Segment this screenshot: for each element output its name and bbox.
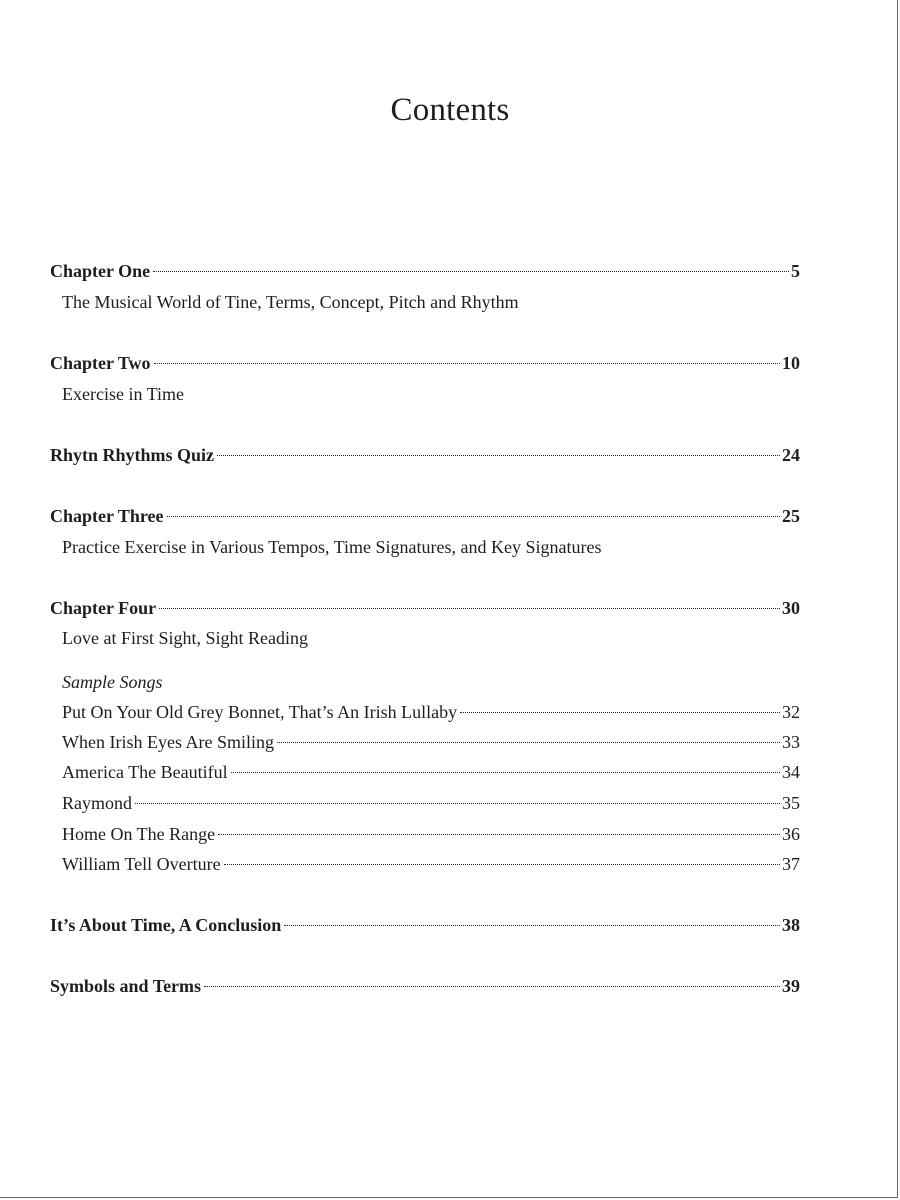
dot-leader (154, 363, 780, 364)
toc-song-entry[interactable] (62, 821, 800, 847)
toc-entry-label: Symbols and Terms (50, 976, 202, 996)
toc-entry-label: William Tell Overture (62, 854, 221, 874)
toc-entry-label: Home On The Range (62, 824, 216, 844)
dot-leader (217, 455, 780, 456)
dot-leader (153, 271, 789, 272)
chapter-four-subtitle: Love at First Sight, Sight Reading (62, 628, 308, 648)
toc-entry-label: Chapter One (50, 261, 151, 281)
toc-entry-chapter-four[interactable] (50, 595, 800, 621)
toc-page-number: 37 (782, 854, 800, 874)
toc-entry-label: Raymond (62, 793, 132, 813)
dot-leader (284, 925, 780, 926)
chapter-two-subtitle: Exercise in Time (62, 384, 184, 404)
dot-leader (204, 986, 780, 987)
dot-leader (135, 803, 780, 804)
toc-song-entry[interactable] (62, 759, 800, 785)
toc-entry-label: It’s About Time, A Conclusion (50, 915, 282, 935)
toc-entry-label: America The Beautiful (62, 762, 228, 782)
toc-page-number: 35 (782, 793, 800, 813)
toc-entry-chapter-one[interactable] (50, 258, 800, 284)
toc-page-number: 36 (782, 824, 800, 844)
toc-song-entry[interactable] (62, 851, 800, 877)
toc-page-number: 38 (782, 915, 800, 935)
dot-leader (167, 516, 780, 517)
chapter-one-subtitle: The Musical World of Tine, Terms, Concept, Pitch and Rhythm (62, 292, 519, 312)
dot-leader (224, 864, 780, 865)
dot-leader (218, 834, 780, 835)
toc-page-number: 10 (782, 353, 800, 373)
toc-entry-label: Chapter Two (50, 353, 151, 373)
toc-page-number: 39 (782, 976, 800, 996)
toc-page-number: 32 (782, 702, 800, 722)
toc-entry-label: When Irish Eyes Are Smiling (62, 732, 274, 752)
page-title: Contents (390, 92, 510, 128)
toc-page-number: 30 (782, 598, 800, 618)
toc-entry-symbols-and-terms[interactable] (50, 973, 800, 999)
toc-entry-chapter-three[interactable] (50, 503, 800, 529)
toc-page-number: 5 (791, 261, 800, 281)
toc-page-number: 34 (782, 762, 800, 782)
toc-entry-label: Rhytn Rhythms Quiz (50, 445, 215, 465)
toc-page-number: 33 (782, 732, 800, 752)
dot-leader (460, 712, 780, 713)
toc-song-entry[interactable] (62, 790, 800, 816)
dot-leader (277, 742, 780, 743)
toc-entry-rhythms-quiz[interactable] (50, 442, 800, 468)
chapter-three-subtitle: Practice Exercise in Various Tempos, Time Signatures, and Key Signatures (62, 537, 602, 557)
toc-entry-label: Put On Your Old Grey Bonnet, That’s An Irish Lullaby (62, 702, 458, 722)
toc-entry-chapter-two[interactable] (50, 350, 800, 376)
dot-leader (159, 608, 780, 609)
toc-page-number: 25 (782, 506, 800, 526)
toc-song-entry[interactable] (62, 699, 800, 725)
toc-entry-label: Chapter Three (50, 506, 164, 526)
sample-songs-heading: Sample Songs (62, 672, 163, 692)
toc-page-number: 24 (782, 445, 800, 465)
toc-entry-conclusion[interactable] (50, 912, 800, 938)
toc-entry-label: Chapter Four (50, 598, 157, 618)
dot-leader (231, 772, 780, 773)
toc-song-entry[interactable] (62, 729, 800, 755)
